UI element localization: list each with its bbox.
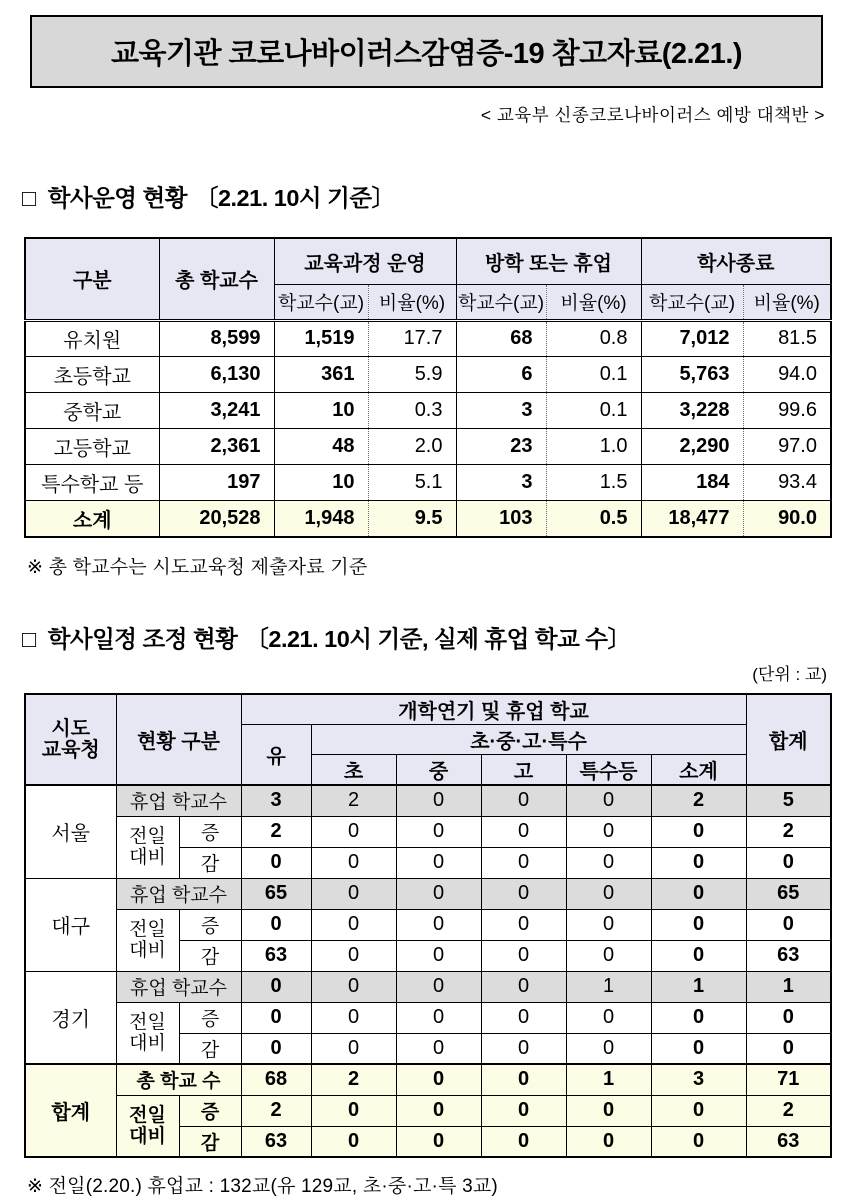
row-label: 감 <box>179 1033 241 1064</box>
section1-heading <box>22 179 853 213</box>
data-cell: 0 <box>241 847 311 878</box>
data-cell: 0 <box>396 785 481 816</box>
table-row-seoul-increase <box>25 816 831 847</box>
row-label: 고등학교 <box>25 428 159 464</box>
data-cell: 97.0 <box>743 428 831 464</box>
row-label-prev-day <box>116 816 179 878</box>
data-cell: 2 <box>746 816 831 847</box>
data-cell: 1,948 <box>274 500 368 537</box>
table-row-daegu-closed <box>25 878 831 909</box>
data-cell: 0 <box>566 816 651 847</box>
data-cell: 0 <box>481 816 566 847</box>
data-cell: 0.8 <box>546 320 641 356</box>
data-cell: 20,528 <box>159 500 274 537</box>
data-cell: 0 <box>311 816 396 847</box>
prev-day-line2: 대비 <box>129 1125 166 1147</box>
data-cell: 1.0 <box>546 428 641 464</box>
table-row-total-schools <box>25 1064 831 1095</box>
data-cell: 0.3 <box>368 392 456 428</box>
data-cell: 0 <box>311 847 396 878</box>
row-label: 증 <box>179 909 241 940</box>
t2-header-sido <box>25 694 116 785</box>
section2-title: 학사일정 조정 현황 <box>47 626 238 652</box>
table-row-gyeonggi-closed <box>25 971 831 1002</box>
t1-header-curriculum: 교육과정 운영 <box>274 238 456 284</box>
t2-header-subtotal: 소계 <box>651 755 746 786</box>
data-cell: 2 <box>746 1095 831 1126</box>
data-cell: 3 <box>241 785 311 816</box>
t2-header-kindergarten: 유 <box>241 725 311 786</box>
data-cell: 2.0 <box>368 428 456 464</box>
row-label-prev-day <box>116 909 179 971</box>
data-cell: 361 <box>274 356 368 392</box>
data-cell: 0 <box>746 909 831 940</box>
data-cell: 81.5 <box>743 320 831 356</box>
t1-subheader-ratio: 비율(%) <box>743 284 831 320</box>
data-cell: 0 <box>311 971 396 1002</box>
section2-heading <box>22 620 853 654</box>
data-cell: 0 <box>481 785 566 816</box>
data-cell: 10 <box>274 464 368 500</box>
row-label: 감 <box>179 940 241 971</box>
t2-header-sido-line1: 시도 <box>51 717 91 740</box>
t1-subheader-school-count: 학교수(교) <box>456 284 546 320</box>
document-title-box <box>30 15 823 88</box>
data-cell: 0 <box>396 971 481 1002</box>
data-cell: 2 <box>651 785 746 816</box>
table-row-elementary <box>25 356 831 392</box>
row-label: 감 <box>179 1126 241 1157</box>
region-label-total: 합계 <box>25 1064 116 1157</box>
section2-footnote: ※ 전일(2.20.) 휴업교 : 132교(유 129교, 초·중·고·특 3교) <box>27 1176 498 1197</box>
t2-header-sido-line2: 교육청 <box>41 738 100 761</box>
schedule-adjustment-table <box>24 693 832 1158</box>
data-cell: 0 <box>566 909 651 940</box>
row-label: 증 <box>179 1002 241 1033</box>
data-cell: 9.5 <box>368 500 456 537</box>
data-cell: 17.7 <box>368 320 456 356</box>
row-label: 증 <box>179 816 241 847</box>
square-bullet-icon: □ <box>22 626 36 652</box>
t1-header-row1 <box>25 238 831 284</box>
row-label: 특수학교 등 <box>25 464 159 500</box>
section1-title: 학사운영 현황 <box>47 185 187 211</box>
data-cell: 0.1 <box>546 356 641 392</box>
data-cell: 0 <box>651 1002 746 1033</box>
data-cell: 0 <box>396 940 481 971</box>
data-cell: 0 <box>651 847 746 878</box>
data-cell: 184 <box>641 464 743 500</box>
data-cell: 0 <box>746 1033 831 1064</box>
data-cell: 65 <box>241 878 311 909</box>
row-label: 휴업 학교수 <box>116 878 241 909</box>
row-label: 초등학교 <box>25 356 159 392</box>
data-cell: 68 <box>456 320 546 356</box>
data-cell: 0 <box>651 1095 746 1126</box>
data-cell: 0 <box>396 1064 481 1095</box>
table-row-daegu-increase <box>25 909 831 940</box>
data-cell: 71 <box>746 1064 831 1095</box>
data-cell: 0 <box>481 1002 566 1033</box>
data-cell: 90.0 <box>743 500 831 537</box>
data-cell: 1 <box>566 971 651 1002</box>
data-cell: 65 <box>746 878 831 909</box>
data-cell: 0 <box>481 878 566 909</box>
data-cell: 1 <box>651 971 746 1002</box>
data-cell: 6,130 <box>159 356 274 392</box>
data-cell: 8,599 <box>159 320 274 356</box>
data-cell: 0 <box>481 940 566 971</box>
region-label: 경기 <box>25 971 116 1064</box>
data-cell: 0 <box>481 909 566 940</box>
data-cell: 63 <box>241 940 311 971</box>
t2-header-total: 합계 <box>746 694 831 785</box>
data-cell: 0 <box>566 1033 651 1064</box>
data-cell: 0 <box>396 816 481 847</box>
row-label: 유치원 <box>25 320 159 356</box>
academic-operation-table <box>24 237 832 538</box>
data-cell: 103 <box>456 500 546 537</box>
data-cell: 48 <box>274 428 368 464</box>
data-cell: 23 <box>456 428 546 464</box>
data-cell: 0 <box>311 1095 396 1126</box>
t2-header-middle: 중 <box>396 755 481 786</box>
row-label: 감 <box>179 847 241 878</box>
data-cell: 63 <box>241 1126 311 1157</box>
data-cell: 0 <box>651 878 746 909</box>
prev-day-line1: 전일 <box>129 1104 166 1126</box>
data-cell: 0 <box>241 1002 311 1033</box>
data-cell: 0 <box>481 847 566 878</box>
region-label: 서울 <box>25 785 116 878</box>
t2-header-row1 <box>25 694 831 725</box>
data-cell: 0 <box>311 1126 396 1157</box>
data-cell: 0 <box>566 1002 651 1033</box>
region-label: 대구 <box>25 878 116 971</box>
t1-subheader-ratio: 비율(%) <box>546 284 641 320</box>
data-cell: 3,228 <box>641 392 743 428</box>
t2-header-group: 개학연기 및 휴업 학교 <box>241 694 746 725</box>
row-label: 총 학교 수 <box>116 1064 241 1095</box>
t1-header-finished: 학사종료 <box>641 238 831 284</box>
data-cell: 2,290 <box>641 428 743 464</box>
data-cell: 0 <box>481 1033 566 1064</box>
prev-day-line2: 대비 <box>129 940 166 961</box>
data-cell: 68 <box>241 1064 311 1095</box>
t1-header <box>25 238 831 320</box>
data-cell: 0 <box>566 847 651 878</box>
t1-header-vacation: 방학 또는 휴업 <box>456 238 641 284</box>
row-label-prev-day <box>116 1002 179 1064</box>
data-cell: 2 <box>311 1064 396 1095</box>
data-cell: 0 <box>396 847 481 878</box>
table-row-total-increase <box>25 1095 831 1126</box>
table-row-middle <box>25 392 831 428</box>
t1-header-category: 구분 <box>25 238 159 320</box>
t2-header <box>25 694 831 785</box>
table-row-gyeonggi-increase <box>25 1002 831 1033</box>
data-cell: 0 <box>651 909 746 940</box>
data-cell: 1,519 <box>274 320 368 356</box>
data-cell: 0 <box>241 909 311 940</box>
data-cell: 0 <box>746 847 831 878</box>
data-cell: 1 <box>746 971 831 1002</box>
data-cell: 0 <box>396 1002 481 1033</box>
data-cell: 0 <box>311 940 396 971</box>
document-subtitle: < 교육부 신종코로나바이러스 예방 대책반 > <box>480 105 825 125</box>
data-cell: 0 <box>566 878 651 909</box>
t2-header-high: 고 <box>481 755 566 786</box>
data-cell: 0 <box>241 971 311 1002</box>
data-cell: 2 <box>311 785 396 816</box>
data-cell: 0 <box>396 1033 481 1064</box>
data-cell: 0 <box>396 1095 481 1126</box>
document-title: 교육기관 코로나바이러스감염증-19 참고자료(2.21.) <box>110 38 743 70</box>
data-cell: 63 <box>746 1126 831 1157</box>
table-row-seoul-closed <box>25 785 831 816</box>
data-cell: 10 <box>274 392 368 428</box>
data-cell: 0 <box>566 1126 651 1157</box>
table-row-kindergarten <box>25 320 831 356</box>
data-cell: 0 <box>566 940 651 971</box>
data-cell: 0.1 <box>546 392 641 428</box>
data-cell: 0 <box>651 940 746 971</box>
table-row-special <box>25 464 831 500</box>
data-cell: 0 <box>481 1126 566 1157</box>
data-cell: 3 <box>456 464 546 500</box>
data-cell: 94.0 <box>743 356 831 392</box>
square-bullet-icon: □ <box>22 185 36 211</box>
data-cell: 3 <box>651 1064 746 1095</box>
prev-day-line2: 대비 <box>129 1032 166 1054</box>
row-label: 증 <box>179 1095 241 1126</box>
t2-header-status: 현황 구분 <box>116 694 241 785</box>
data-cell: 63 <box>746 940 831 971</box>
row-label-prev-day <box>116 1095 179 1157</box>
data-cell: 0 <box>311 1002 396 1033</box>
data-cell: 0 <box>651 1033 746 1064</box>
data-cell: 5.9 <box>368 356 456 392</box>
data-cell: 18,477 <box>641 500 743 537</box>
data-cell: 5.1 <box>368 464 456 500</box>
data-cell: 1.5 <box>546 464 641 500</box>
t1-header-total-schools: 총 학교수 <box>159 238 274 320</box>
data-cell: 5 <box>746 785 831 816</box>
data-cell: 6 <box>456 356 546 392</box>
data-cell: 0 <box>651 1126 746 1157</box>
table-row-high <box>25 428 831 464</box>
t1-subheader-school-count: 학교수(교) <box>274 284 368 320</box>
data-cell: 0 <box>396 1126 481 1157</box>
data-cell: 0 <box>396 878 481 909</box>
row-label: 휴업 학교수 <box>116 971 241 1002</box>
data-cell: 2 <box>241 1095 311 1126</box>
section1-footnote: ※ 총 학교수는 시도교육청 제출자료 기준 <box>27 557 368 578</box>
data-cell: 0 <box>311 909 396 940</box>
data-cell: 0 <box>396 909 481 940</box>
data-cell: 0 <box>481 1064 566 1095</box>
section1-title-note: 〔2.21. 10시 기준〕 <box>194 185 395 211</box>
t1-subheader-ratio: 비율(%) <box>368 284 456 320</box>
data-cell: 0 <box>311 1033 396 1064</box>
prev-day-line1: 전일 <box>129 1011 166 1033</box>
t2-header-special: 특수등 <box>566 755 651 786</box>
data-cell: 0 <box>481 1095 566 1126</box>
prev-day-line2: 대비 <box>129 847 166 868</box>
t2-header-subgroup: 초·중·고·특수 <box>311 725 746 755</box>
data-cell: 5,763 <box>641 356 743 392</box>
data-cell: 0 <box>566 1095 651 1126</box>
data-cell: 0 <box>241 1033 311 1064</box>
data-cell: 0 <box>746 1002 831 1033</box>
prev-day-line1: 전일 <box>129 919 166 940</box>
unit-label: (단위 : 교) <box>752 665 827 684</box>
data-cell: 3,241 <box>159 392 274 428</box>
t1-subheader-school-count: 학교수(교) <box>641 284 743 320</box>
row-label: 휴업 학교수 <box>116 785 241 816</box>
data-cell: 0 <box>651 816 746 847</box>
data-cell: 0 <box>566 785 651 816</box>
prev-day-line1: 전일 <box>129 826 166 847</box>
data-cell: 197 <box>159 464 274 500</box>
t2-header-elementary: 초 <box>311 755 396 786</box>
row-label: 중학교 <box>25 392 159 428</box>
table-row-subtotal <box>25 500 831 537</box>
section2-title-note: 〔2.21. 10시 기준, 실제 휴업 학교 수〕 <box>245 626 631 652</box>
data-cell: 1 <box>566 1064 651 1095</box>
data-cell: 93.4 <box>743 464 831 500</box>
data-cell: 3 <box>456 392 546 428</box>
data-cell: 2 <box>241 816 311 847</box>
row-label: 소계 <box>25 500 159 537</box>
data-cell: 0 <box>481 971 566 1002</box>
data-cell: 7,012 <box>641 320 743 356</box>
data-cell: 2,361 <box>159 428 274 464</box>
data-cell: 0 <box>311 878 396 909</box>
data-cell: 0.5 <box>546 500 641 537</box>
data-cell: 99.6 <box>743 392 831 428</box>
